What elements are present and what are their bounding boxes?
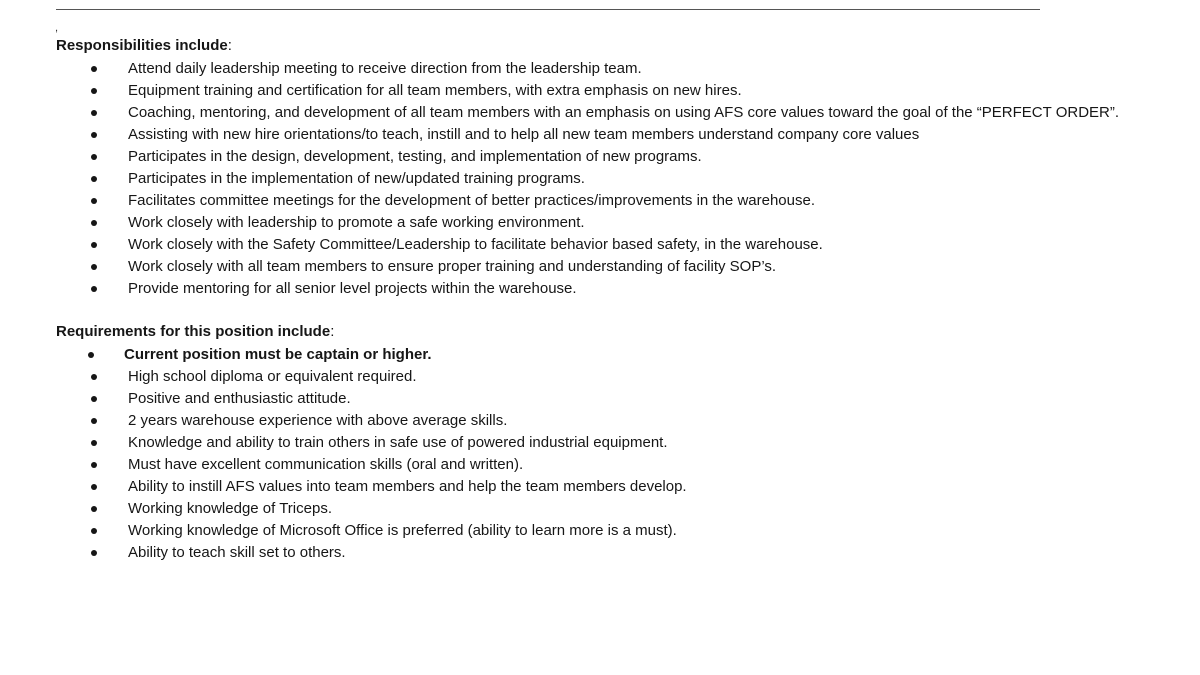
responsibilities-heading-text: Responsibilities include [56, 37, 228, 54]
requirement-text: Knowledge and ability to train others in safe use of powered industrial equipment. [128, 434, 668, 451]
requirement-item [56, 366, 1136, 388]
responsibility-text: Assisting with new hire orientations/to teach, instill and to help all new team members understand company core values [128, 126, 920, 143]
requirements-heading [56, 322, 1136, 342]
responsibility-text: Attend daily leadership meeting to receive direction from the leadership team. [128, 60, 642, 77]
bullet-icon [91, 374, 97, 380]
requirement-item [56, 432, 1136, 454]
bullet-icon [91, 550, 97, 556]
responsibility-item [56, 256, 1136, 278]
bullet-icon [91, 528, 97, 534]
responsibility-item [56, 212, 1136, 234]
bullet-icon [91, 462, 97, 468]
requirement-item [56, 454, 1136, 476]
bullet-icon [91, 132, 97, 138]
requirements-heading-text: Requirements for this position include [56, 323, 331, 340]
responsibility-item [56, 102, 1136, 124]
requirement-text: Ability to instill AFS values into team members and help the team members develop. [128, 478, 687, 495]
requirement-text: 2 years warehouse experience with above average skills. [128, 412, 508, 429]
document-body [56, 36, 1136, 564]
responsibility-item [56, 234, 1136, 256]
bullet-icon [91, 220, 97, 226]
responsibilities-heading-colon: : [227, 37, 232, 54]
bullet-icon [91, 264, 97, 270]
requirements-heading-colon: : [330, 323, 335, 340]
bullet-icon [91, 396, 97, 402]
bullet-icon [91, 176, 97, 182]
responsibility-item [56, 146, 1136, 168]
requirement-item [56, 410, 1136, 432]
responsibility-text: Facilitates committee meetings for the development of better practices/improvements in the warehouse. [128, 192, 815, 209]
requirement-item [56, 388, 1136, 410]
bullet-icon [91, 110, 97, 116]
bullet-icon [91, 484, 97, 490]
bullet-icon [91, 242, 97, 248]
bullet-icon [91, 198, 97, 204]
stray-mark: , [55, 22, 59, 34]
responsibility-text: Work closely with the Safety Committee/Leadership to facilitate behavior based safety, in the warehouse. [128, 236, 823, 253]
requirements-list [56, 344, 1136, 564]
bullet-icon [91, 88, 97, 94]
responsibility-text: Participates in the implementation of new/updated training programs. [128, 170, 585, 187]
bullet-icon [88, 352, 94, 358]
responsibility-text: Participates in the design, development, testing, and implementation of new programs. [128, 148, 702, 165]
requirement-text: Positive and enthusiastic attitude. [128, 390, 351, 407]
responsibility-text: Coaching, mentoring, and development of all team members with an emphasis on using AFS core values toward the goal of the “PERFECT ORDER”. [128, 104, 1120, 121]
requirement-lead-text: Current position must be captain or higher. [124, 346, 432, 363]
responsibility-item [56, 190, 1136, 212]
requirement-item [56, 542, 1136, 564]
responsibility-item [56, 168, 1136, 190]
section-gap [56, 300, 1136, 322]
top-divider [56, 9, 1040, 10]
requirement-item [56, 498, 1136, 520]
responsibilities-heading [56, 36, 1136, 56]
responsibility-text: Equipment training and certification for all team members, with extra emphasis on new hires. [128, 82, 742, 99]
requirement-text: High school diploma or equivalent required. [128, 368, 417, 385]
bullet-icon [91, 286, 97, 292]
requirement-text: Must have excellent communication skills (oral and written). [128, 456, 524, 473]
bullet-icon [91, 418, 97, 424]
requirement-item [56, 520, 1136, 542]
responsibility-item [56, 278, 1136, 300]
responsibility-item [56, 58, 1136, 80]
requirement-text: Working knowledge of Microsoft Office is preferred (ability to learn more is a must). [128, 522, 677, 539]
responsibility-text: Work closely with all team members to ensure proper training and understanding of facility SOP’s. [128, 258, 777, 275]
requirement-item [56, 476, 1136, 498]
responsibility-text: Provide mentoring for all senior level projects within the warehouse. [128, 280, 577, 297]
requirement-text: Ability to teach skill set to others. [128, 544, 346, 561]
responsibility-item [56, 124, 1136, 146]
bullet-icon [91, 440, 97, 446]
responsibility-text: Work closely with leadership to promote a safe working environment. [128, 214, 585, 231]
requirement-item-lead [56, 344, 1136, 366]
bullet-icon [91, 154, 97, 160]
requirement-text: Working knowledge of Triceps. [128, 500, 332, 517]
responsibilities-list [56, 58, 1136, 300]
responsibility-item [56, 80, 1136, 102]
bullet-icon [91, 506, 97, 512]
bullet-icon [91, 66, 97, 72]
